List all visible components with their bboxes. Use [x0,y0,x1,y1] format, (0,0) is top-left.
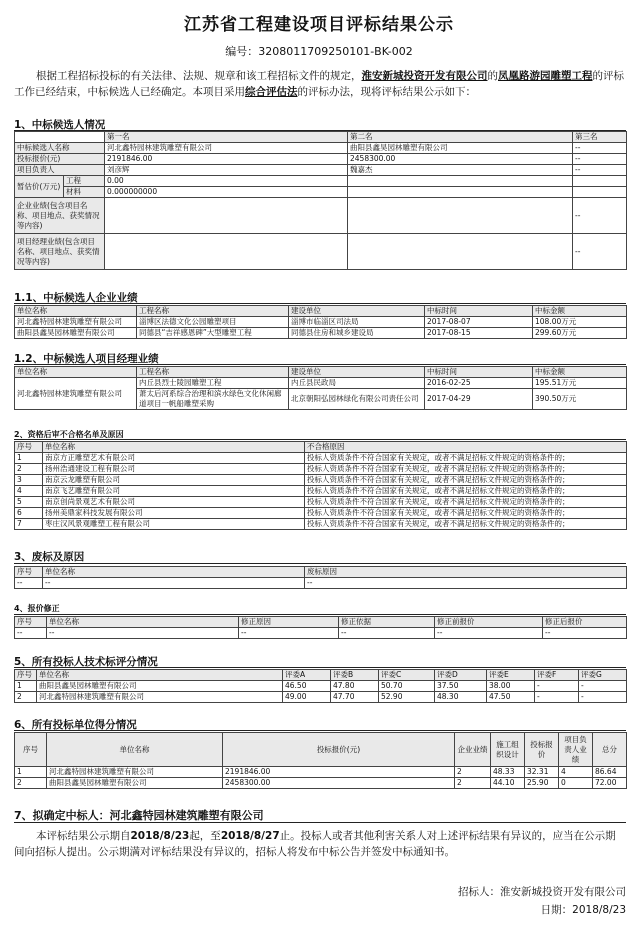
table-row [15,328,627,339]
table-cell: 52.90 [379,692,435,703]
table-row [15,578,627,589]
header-cell: 施工组织设计 [491,733,525,767]
foot-text-1: 本评标结果公示期自 [36,830,131,842]
table-cell: 投标人资质条件不符合国家有关规定，或者不满足招标文件规定的资格条件的； [305,508,627,519]
table-row [15,778,627,789]
header-cell: 修正依据 [339,617,435,628]
table-cell: 河北鑫特园林建筑雕塑有限公司 [105,143,348,154]
evaluation-method: 综合评估法 [245,86,298,98]
row-label: 项目经理业绩(包含项目名称、项目地点、获奖情况等内容) [15,234,105,270]
section-1-1-title: 1.1、中标候选人企业业绩 [14,292,138,304]
table-cell: 投标人资质条件不符合国家有关规定，或者不满足招标文件规定的资格条件的； [305,519,627,530]
table-cell: -- [573,234,627,270]
table-cell: 2 [15,778,47,789]
table-row [15,442,627,453]
header-cell: 工程名称 [137,367,289,378]
table-cell: 南京云龙雕塑有限公司 [43,475,305,486]
table-cell: 195.51万元 [533,378,627,389]
table-row [15,132,627,143]
table-cell: 投标人资质条件不符合国家有关规定，或者不满足招标文件规定的资格条件的； [305,453,627,464]
page-title: 江苏省工程建设项目评标结果公示 [184,15,454,35]
table-row [15,767,627,778]
table-cell: -- [43,578,305,589]
table-cell: - [535,692,579,703]
table-row [15,306,627,317]
company-performance-table [14,305,627,339]
table-cell: 37.50 [435,681,487,692]
section-rule [14,303,626,304]
table-cell: 2 [15,464,43,475]
table-cell: - [579,692,627,703]
table-row [15,234,627,270]
table-cell: 299.60万元 [533,328,627,339]
table-cell: 河北鑫特园林建筑雕塑有限公司 [37,692,283,703]
table-cell: 南京创尚景观艺术有限公司 [43,497,305,508]
header-cell: 修正前报价 [435,617,543,628]
table-row [15,508,627,519]
header-cell: 投标报价 [525,733,559,767]
table-row [15,453,627,464]
header-cell: 评委A [283,670,331,681]
table-cell: -- [573,143,627,154]
winner-name: 河北鑫特园林建筑雕塑有限公司 [109,809,264,822]
header-cell: 序号 [15,670,37,681]
table-row [15,187,627,198]
table-cell: 0 [559,778,593,789]
table-row [15,165,627,176]
table-cell: 48.33 [491,767,525,778]
section-1-2-title: 1.2、中标候选人项目经理业绩 [14,353,159,365]
table-cell: - [535,681,579,692]
table-cell: -- [339,628,435,639]
table-row [15,317,627,328]
header-cell: 序号 [15,442,43,453]
section-6-title: 6、所有投标单位得分情况 [14,719,137,731]
intro-text-1: 根据工程招标投标的有关法律、法规、规章和该工程招标文件的规定， [36,70,362,82]
table-cell: 刘彦辉 [105,165,348,176]
table-row [15,143,627,154]
table-cell: -- [573,198,627,234]
table-cell: 7 [15,519,43,530]
table-cell: 108.00万元 [533,317,627,328]
header-cell: 单位名称 [47,617,239,628]
table-cell: 5 [15,497,43,508]
manager-performance-table [14,366,627,410]
section-rule [14,614,626,615]
table-cell: 0.00 [105,176,348,187]
table-row [15,567,627,578]
row-label: 项目负责人 [15,165,105,176]
header-cell: 企业业绩 [455,733,491,767]
intro-text-2: 的 [487,70,498,82]
table-row [15,692,627,703]
intro-paragraph [14,68,626,100]
total-score-table [14,732,627,789]
header-cell: 总分 [593,733,627,767]
header-cell: 序号 [15,733,47,767]
winner-label: 7、拟确定中标人： [14,809,110,822]
header-cell: 投标报价(元) [223,733,455,767]
table-cell: 河北鑫特园林建筑雕塑有限公司 [15,378,137,410]
table-row [15,475,627,486]
table-cell: -- [305,578,627,589]
table-cell: 44.10 [491,778,525,789]
table-cell: 扬州浩通建设工程有限公司 [43,464,305,475]
table-cell: 河北鑫特园林建筑雕塑有限公司 [47,767,223,778]
section-rule [14,364,626,365]
table-row [15,198,627,234]
table-cell: 47.80 [331,681,379,692]
header-cell: 中标时间 [425,367,533,378]
table-row [15,176,627,187]
header-cell: 单位名称 [43,442,305,453]
period-end: 2018/8/27 [220,830,280,842]
table-cell: 390.50万元 [533,389,627,410]
table-cell: 投标人资质条件不符合国家有关规定，或者不满足招标文件规定的资格条件的； [305,464,627,475]
table-cell: -- [543,628,627,639]
table-cell: 1 [15,453,43,464]
table-cell: -- [573,165,627,176]
table-row [15,367,627,378]
table-cell: 2017-08-07 [425,317,533,328]
row-label: 工程 [64,176,105,187]
table-cell: 46.50 [283,681,331,692]
section-rule [14,822,626,823]
table-cell: 投标人资质条件不符合国家有关规定，或者不满足招标文件规定的资格条件的； [305,497,627,508]
period-start: 2018/8/23 [130,830,190,842]
header-cell: 第一名 [105,132,348,143]
table-cell: 32.31 [525,767,559,778]
table-cell: 同德县住房和城乡建设局 [289,328,425,339]
tenderer-signature: 招标人：淮安新城投资开发有限公司 [458,886,626,898]
header-cell: 工程名称 [137,306,289,317]
table-cell: 86.64 [593,767,627,778]
table-cell: 25.90 [525,778,559,789]
row-label: 暂估价(万元) [15,176,64,198]
section-4-title: 4、报价修正 [14,604,60,613]
header-cell: 第二名 [348,132,573,143]
table-cell: -- [15,628,47,639]
header-cell: 评委E [487,670,535,681]
tenderer-name: 淮安新城投资开发有限公司 [361,70,488,82]
disqualified-table [14,441,627,530]
table-cell: 枣庄汉风景观雕塑工程有限公司 [43,519,305,530]
table-cell: 内丘县民政局 [289,378,425,389]
table-cell: 2458300.00 [348,154,573,165]
table-cell: -- [435,628,543,639]
table-cell: 1 [15,767,47,778]
header-cell: 中标金额 [533,306,627,317]
header-cell: 评委B [331,670,379,681]
table-cell: 0.000000000 [105,187,348,198]
table-cell: 48.30 [435,692,487,703]
table-cell: 曲阳县鑫昊园林雕塑有限公司 [37,681,283,692]
header-cell: 中标时间 [425,306,533,317]
header-cell: 建设单位 [289,367,425,378]
table-cell: 50.70 [379,681,435,692]
header-cell: 废标原因 [305,567,627,578]
table-row [15,486,627,497]
table-row [15,628,627,639]
section-5-title: 5、所有投标人技术标评分情况 [14,656,158,668]
table-cell: - [579,681,627,692]
section-7-title [14,807,264,823]
table-cell: 2 [455,767,491,778]
table-cell: 2 [15,692,37,703]
section-rule [14,730,626,731]
header-cell: 单位名称 [15,306,137,317]
header-cell: 评委D [435,670,487,681]
foot-text-2: 起，至 [189,830,221,842]
candidates-table [14,131,627,270]
table-cell: 4 [15,486,43,497]
table-cell: 北京朝阳弘园林绿化有限公司责任公司 [289,389,425,410]
section-2-title: 2、资格后审不合格名单及原因 [14,430,124,439]
invalid-bid-table [14,566,627,589]
section-rule [14,439,626,440]
row-label: 材料 [64,187,105,198]
header-cell: 序号 [15,617,47,628]
table-cell: -- [239,628,339,639]
table-cell: 同德县“吉祥感恩碑”大型雕塑工程 [137,328,289,339]
table-cell: -- [573,154,627,165]
table-cell: 4 [559,767,593,778]
notice-code: 编号：3208011709250101-BK-002 [225,45,413,58]
header-cell: 修正后报价 [543,617,627,628]
project-name: 凤凰路游园雕塑工程 [498,70,593,82]
table-row [15,497,627,508]
header-cell: 项目负责人业绩 [559,733,593,767]
price-correction-table [14,616,627,639]
row-label: 投标报价(元) [15,154,105,165]
foot-text-3: 止。投标人或者其他利害关系人对上述评标结果有异议的，应当在公示期间向招标人提出。公示期满对评标结果没有异议的，招标人将发布中标公告并签发中标通知书。 [14,830,616,858]
table-cell: 2191846.00 [105,154,348,165]
table-cell: 2 [455,778,491,789]
section-1-title: 1、中标候选人情况 [14,119,106,131]
table-row [15,681,627,692]
table-cell: 2191846.00 [223,767,455,778]
section-3-title: 3、废标及原因 [14,551,85,563]
table-cell: 南京方正雕塑艺术有限公司 [43,453,305,464]
notice-period-paragraph [14,828,626,860]
table-cell: 萧太后河系综合治理和滨水绿色文化休闲廊道项目一帆船雕塑采购 [137,389,289,410]
header-cell: 单位名称 [43,567,305,578]
row-label: 企业业绩(包含项目名称、项目地点、获奖情况等内容) [15,198,105,234]
table-cell: 曲阳县鑫昊园林雕塑有限公司 [15,328,137,339]
table-cell: -- [47,628,239,639]
table-cell: 3 [15,475,43,486]
table-cell: 6 [15,508,43,519]
technical-score-table [14,669,627,703]
header-cell: 不合格原因 [305,442,627,453]
header-cell: 单位名称 [37,670,283,681]
header-cell: 评委G [579,670,627,681]
table-cell: 47.70 [331,692,379,703]
table-row [15,733,627,767]
table-row [15,378,627,389]
table-cell: 投标人资质条件不符合国家有关规定，或者不满足招标文件规定的资格条件的； [305,475,627,486]
header-cell: 中标金额 [533,367,627,378]
table-cell: 淄博市临淄区司法局 [289,317,425,328]
table-cell: 38.00 [487,681,535,692]
section-rule [14,667,626,668]
header-cell: 单位名称 [47,733,223,767]
header-cell: 评委C [379,670,435,681]
intro-text-3: 的评标工作已经结束，中标候选人已经确定。本项目采用 [14,70,624,98]
table-cell: 47.50 [487,692,535,703]
table-cell: 内丘县烈士陵园雕塑工程 [137,378,289,389]
table-cell: 扬州美鼎家科技发展有限公司 [43,508,305,519]
table-cell: 投标人资质条件不符合国家有关规定，或者不满足招标文件规定的资格条件的； [305,486,627,497]
header-cell: 修正原因 [239,617,339,628]
header-cell: 第三名 [573,132,627,143]
section-rule [14,563,626,564]
intro-text-4: 的评标办法，现将评标结果公示如下： [297,86,476,98]
table-cell: 1 [15,681,37,692]
table-row [15,519,627,530]
table-cell: 淄博区法德文化公园雕塑项目 [137,317,289,328]
table-cell: 2017-08-15 [425,328,533,339]
row-label: 中标候选人名称 [15,143,105,154]
table-cell: 49.00 [283,692,331,703]
table-cell: 曲阳县鑫昊园林雕塑有限公司 [348,143,573,154]
table-cell: 魏嘉杰 [348,165,573,176]
table-cell: 2458300.00 [223,778,455,789]
table-cell: 72.00 [593,778,627,789]
table-row [15,464,627,475]
table-cell: 河北鑫特园林建筑雕塑有限公司 [15,317,137,328]
header-cell: 评委F [535,670,579,681]
table-row [15,670,627,681]
table-cell: 南京飞艺雕塑有限公司 [43,486,305,497]
signature-date: 日期：2018/8/23 [540,904,626,916]
header-cell: 建设单位 [289,306,425,317]
header-cell: 单位名称 [15,367,137,378]
table-cell: -- [15,578,43,589]
table-cell: 2017-04-29 [425,389,533,410]
table-row [15,617,627,628]
table-row [15,154,627,165]
table-cell: 2016-02-25 [425,378,533,389]
header-cell: 序号 [15,567,43,578]
table-cell: 曲阳县鑫昊园林雕塑有限公司 [47,778,223,789]
